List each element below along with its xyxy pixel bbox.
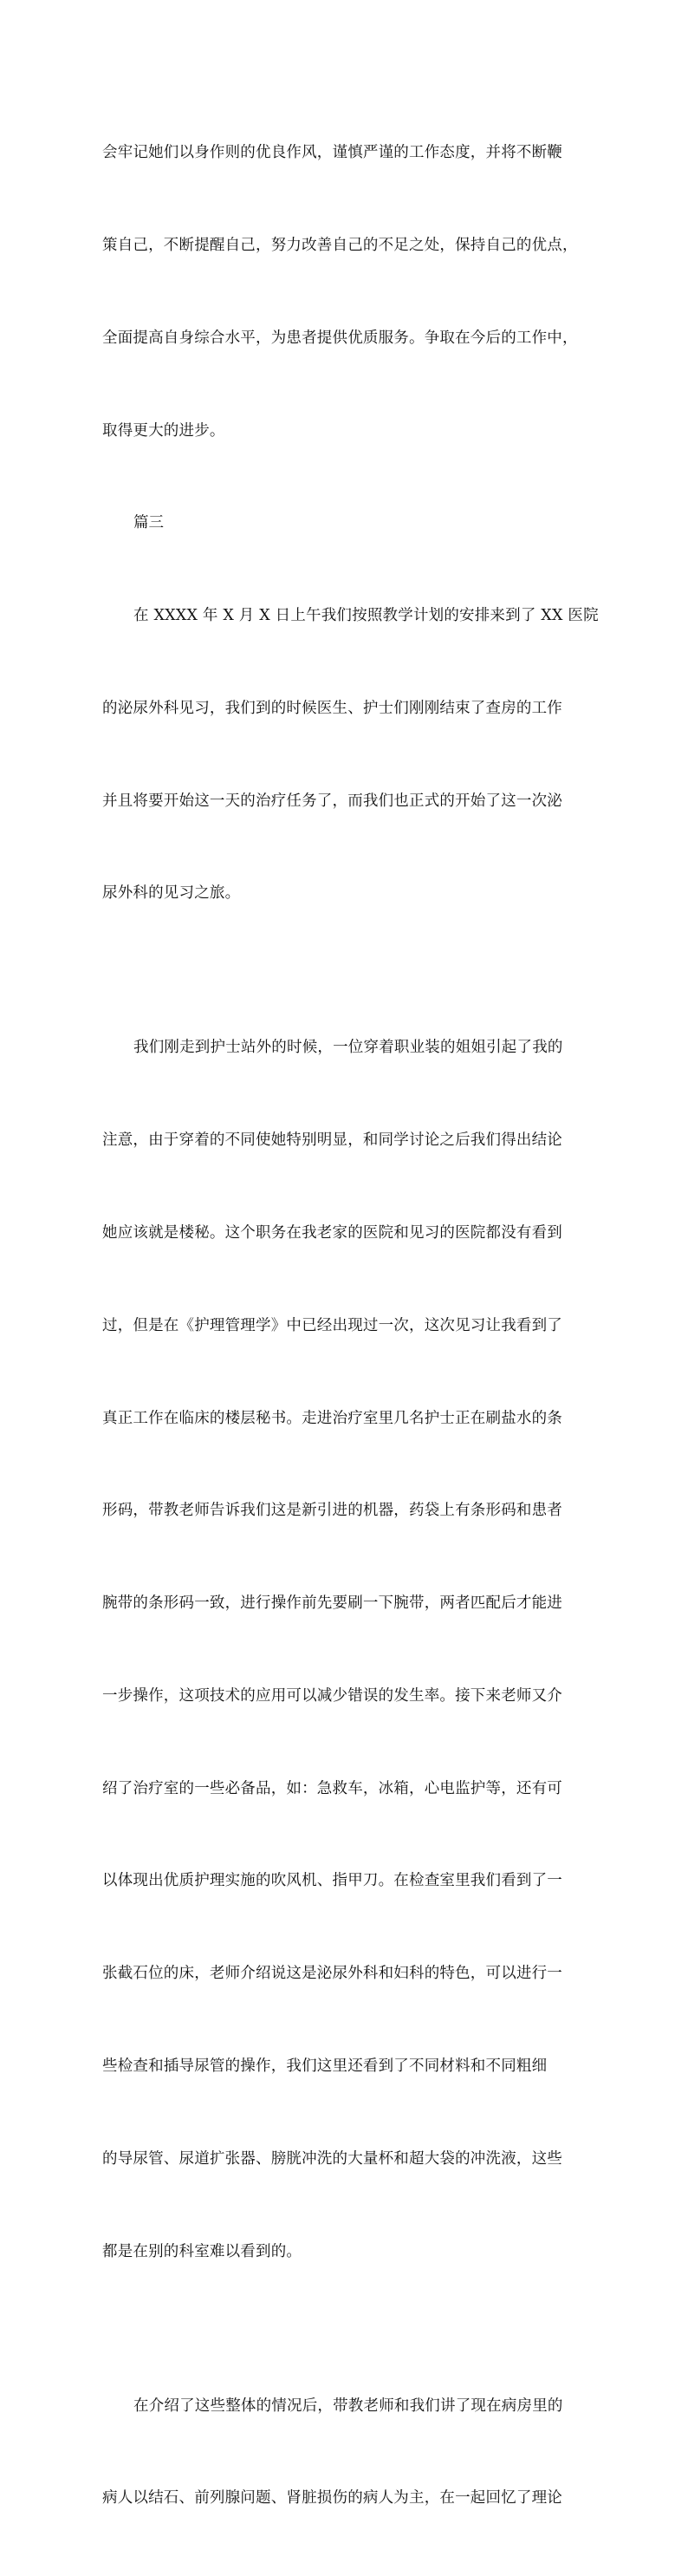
text-line: 真正工作在临床的楼层秘书。走进治疗室里几名护士正在刷盐水的条: [102, 1409, 562, 1427]
text-line: 取得更大的进步。: [102, 421, 225, 440]
section-heading: 篇三: [133, 514, 164, 532]
text-line: 会牢记她们以身作则的优良作风，谨慎严谨的工作态度，并将不断鞭: [102, 144, 562, 162]
text-line: 她应该就是楼秘。这个职务在我老家的医院和见习的医院都没有看到: [102, 1223, 562, 1242]
text-line: 我们刚走到护士站外的时候，一位穿着职业装的姐姐引起了我的: [133, 1039, 563, 1057]
text-line: 绍了治疗室的一些必备品，如：急救车，冰箱，心电监护等，还有可: [102, 1779, 562, 1797]
text-line: 在介绍了这些整体的情况后，带教老师和我们讲了现在病房里的: [133, 2397, 563, 2415]
text-line: 尿外科的见习之旅。: [102, 884, 241, 903]
text-line: 病人以结石、前列腺问题、肾脏损伤的病人为主，在一起回忆了理论: [102, 2489, 562, 2508]
text-line: 全面提高自身综合水平，为患者提供优质服务。争取在今后的工作中，: [102, 329, 578, 347]
text-line: 在 XXXX 年 X 月 X 日上午我们按照教学计划的安排来到了 XX 医院: [133, 607, 599, 625]
text-line: 都是在别的科室难以看到的。: [102, 2242, 302, 2260]
text-line: 并且将要开始这一天的治疗任务了，而我们也正式的开始了这一次泌: [102, 792, 562, 810]
text-line: 腕带的条形码一致，进行操作前先要刷一下腕带，两者匹配后才能进: [102, 1595, 562, 1613]
paragraph-4: [102, 2329, 593, 2576]
text-line: 策自己，不断提醒自己，努力改善自己的不足之处，保持自己的优点，: [102, 236, 578, 254]
text-line: 的泌尿外科见习，我们到的时候医生、护士们刚刚结束了查房的工作: [102, 699, 562, 717]
text-line: 一步操作，这项技术的应用可以减少错误的发生率。接下来老师又介: [102, 1686, 562, 1705]
paragraph-3: [102, 971, 593, 2329]
text-line: 些检查和插导尿管的操作，我们这里还看到了不同材料和不同粗细: [102, 2058, 548, 2075]
text-line: 注意，由于穿着的不同使她特别明显，和同学讨论之后我们得出结论: [102, 1131, 562, 1150]
text-line: 张截石位的床，老师介绍说这是泌尿外科和妇科的特色，可以进行一: [102, 1965, 562, 1983]
text-line: 以体现出优质护理实施的吹风机、指甲刀。在检查室里我们看到了一: [102, 1872, 562, 1890]
paragraph-2: [102, 539, 599, 971]
text-line: 的导尿管、尿道扩张器、膀胱冲洗的大量杯和超大袋的冲洗液，这些: [102, 2149, 562, 2168]
text-line: 过，但是在《护理管理学》中已经出现过一次，这次见习让我看到了: [102, 1316, 562, 1334]
paragraph-1: [102, 76, 593, 508]
document-body: [102, 76, 599, 2576]
text-line: 形码，带教老师告诉我们这是新引进的机器，药袋上有条形码和患者: [102, 1502, 562, 1520]
